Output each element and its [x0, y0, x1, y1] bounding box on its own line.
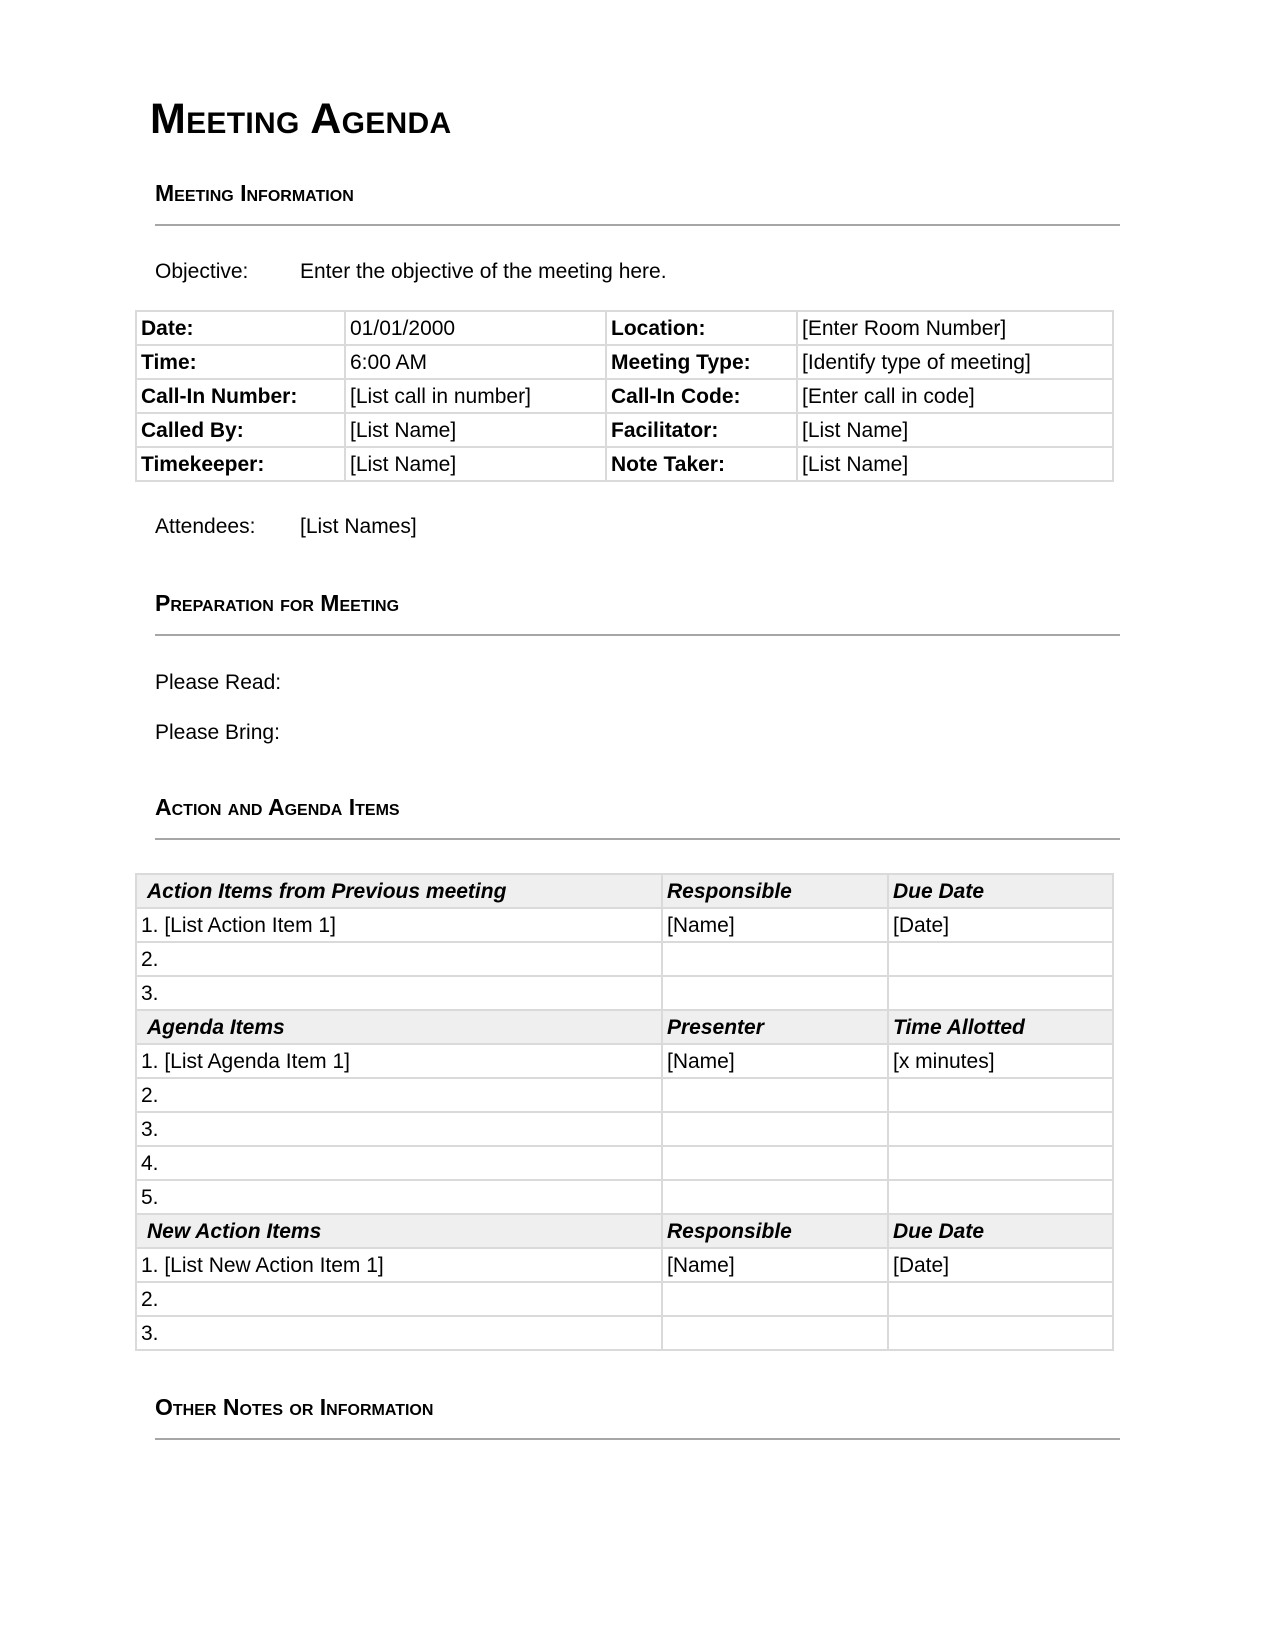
section-divider — [155, 1438, 1120, 1440]
details-label: Location: — [606, 311, 797, 345]
please-read-label: Please Read: — [155, 671, 282, 694]
item-cell: 3. — [136, 1112, 662, 1146]
item-cell: 5. — [136, 1180, 662, 1214]
column-header: New Action Items — [136, 1214, 662, 1248]
presenter-cell — [662, 1146, 888, 1180]
details-label: Timekeeper: — [136, 447, 345, 481]
table-row — [136, 1282, 1113, 1316]
details-label: Facilitator: — [606, 413, 797, 447]
presenter-cell — [662, 1112, 888, 1146]
action-agenda-heading: Action and Agenda Items — [155, 794, 400, 820]
details-row — [136, 447, 1113, 481]
time-cell — [888, 1078, 1113, 1112]
details-row — [136, 311, 1113, 345]
details-value: 01/01/2000 — [345, 311, 606, 345]
table-header-row — [136, 1214, 1113, 1248]
preparation-heading: Preparation for Meeting — [155, 590, 400, 616]
column-header: Responsible — [662, 874, 888, 908]
table-row — [136, 908, 1113, 942]
column-header: Due Date — [888, 874, 1113, 908]
item-cell: 3. — [136, 976, 662, 1010]
meeting-details-table — [135, 310, 1114, 482]
details-value: [List call in number] — [345, 379, 606, 413]
time-cell — [888, 1146, 1113, 1180]
time-cell: [x minutes] — [888, 1044, 1113, 1078]
other-notes-heading: Other Notes or Information — [155, 1394, 434, 1420]
details-row — [136, 413, 1113, 447]
column-header: Due Date — [888, 1214, 1113, 1248]
details-label: Called By: — [136, 413, 345, 447]
action-agenda-table — [135, 873, 1114, 1351]
table-row — [136, 1316, 1113, 1350]
details-value: [Identify type of meeting] — [797, 345, 1113, 379]
owner-cell — [662, 1316, 888, 1350]
details-value: [List Name] — [797, 447, 1113, 481]
section-divider — [155, 634, 1120, 636]
details-value: [Enter Room Number] — [797, 311, 1113, 345]
presenter-cell — [662, 1180, 888, 1214]
objective-value: Enter the objective of the meeting here. — [300, 260, 667, 283]
table-row — [136, 1044, 1113, 1078]
owner-cell — [662, 1282, 888, 1316]
table-row — [136, 1112, 1113, 1146]
details-value: [List Name] — [345, 447, 606, 481]
details-value: [List Name] — [797, 413, 1113, 447]
attendees-label: Attendees: — [155, 515, 256, 538]
date-cell — [888, 942, 1113, 976]
date-cell — [888, 1316, 1113, 1350]
item-cell: 1. [List Action Item 1] — [136, 908, 662, 942]
details-row — [136, 379, 1113, 413]
details-value: 6:00 AM — [345, 345, 606, 379]
time-cell — [888, 1112, 1113, 1146]
details-label: Time: — [136, 345, 345, 379]
table-row — [136, 976, 1113, 1010]
details-label: Meeting Type: — [606, 345, 797, 379]
table-header-row — [136, 1010, 1113, 1044]
time-cell — [888, 1180, 1113, 1214]
details-label: Note Taker: — [606, 447, 797, 481]
table-row — [136, 942, 1113, 976]
item-cell: 3. — [136, 1316, 662, 1350]
presenter-cell — [662, 1078, 888, 1112]
table-row — [136, 1078, 1113, 1112]
details-value: [List Name] — [345, 413, 606, 447]
owner-cell: [Name] — [662, 1248, 888, 1282]
details-label: Call-In Number: — [136, 379, 345, 413]
item-cell: 2. — [136, 1078, 662, 1112]
date-cell: [Date] — [888, 1248, 1113, 1282]
column-header: Time Allotted — [888, 1010, 1113, 1044]
document-title: Meeting Agenda — [150, 95, 452, 143]
owner-cell — [662, 942, 888, 976]
table-row — [136, 1180, 1113, 1214]
column-header: Action Items from Previous meeting — [136, 874, 662, 908]
item-cell: 1. [List New Action Item 1] — [136, 1248, 662, 1282]
details-label: Date: — [136, 311, 345, 345]
item-cell: 2. — [136, 1282, 662, 1316]
please-bring-label: Please Bring: — [155, 721, 280, 744]
details-row — [136, 345, 1113, 379]
column-header: Agenda Items — [136, 1010, 662, 1044]
details-label: Call-In Code: — [606, 379, 797, 413]
attendees-value: [List Names] — [300, 515, 417, 538]
item-cell: 4. — [136, 1146, 662, 1180]
date-cell — [888, 976, 1113, 1010]
details-value: [Enter call in code] — [797, 379, 1113, 413]
item-cell: 2. — [136, 942, 662, 976]
owner-cell: [Name] — [662, 908, 888, 942]
table-header-row — [136, 874, 1113, 908]
objective-label: Objective: — [155, 260, 249, 283]
item-cell: 1. [List Agenda Item 1] — [136, 1044, 662, 1078]
table-row — [136, 1248, 1113, 1282]
section-divider — [155, 224, 1120, 226]
table-row — [136, 1146, 1113, 1180]
column-header: Presenter — [662, 1010, 888, 1044]
owner-cell — [662, 976, 888, 1010]
date-cell: [Date] — [888, 908, 1113, 942]
meeting-information-heading: Meeting Information — [155, 180, 354, 206]
column-header: Responsible — [662, 1214, 888, 1248]
presenter-cell: [Name] — [662, 1044, 888, 1078]
date-cell — [888, 1282, 1113, 1316]
section-divider — [155, 838, 1120, 840]
